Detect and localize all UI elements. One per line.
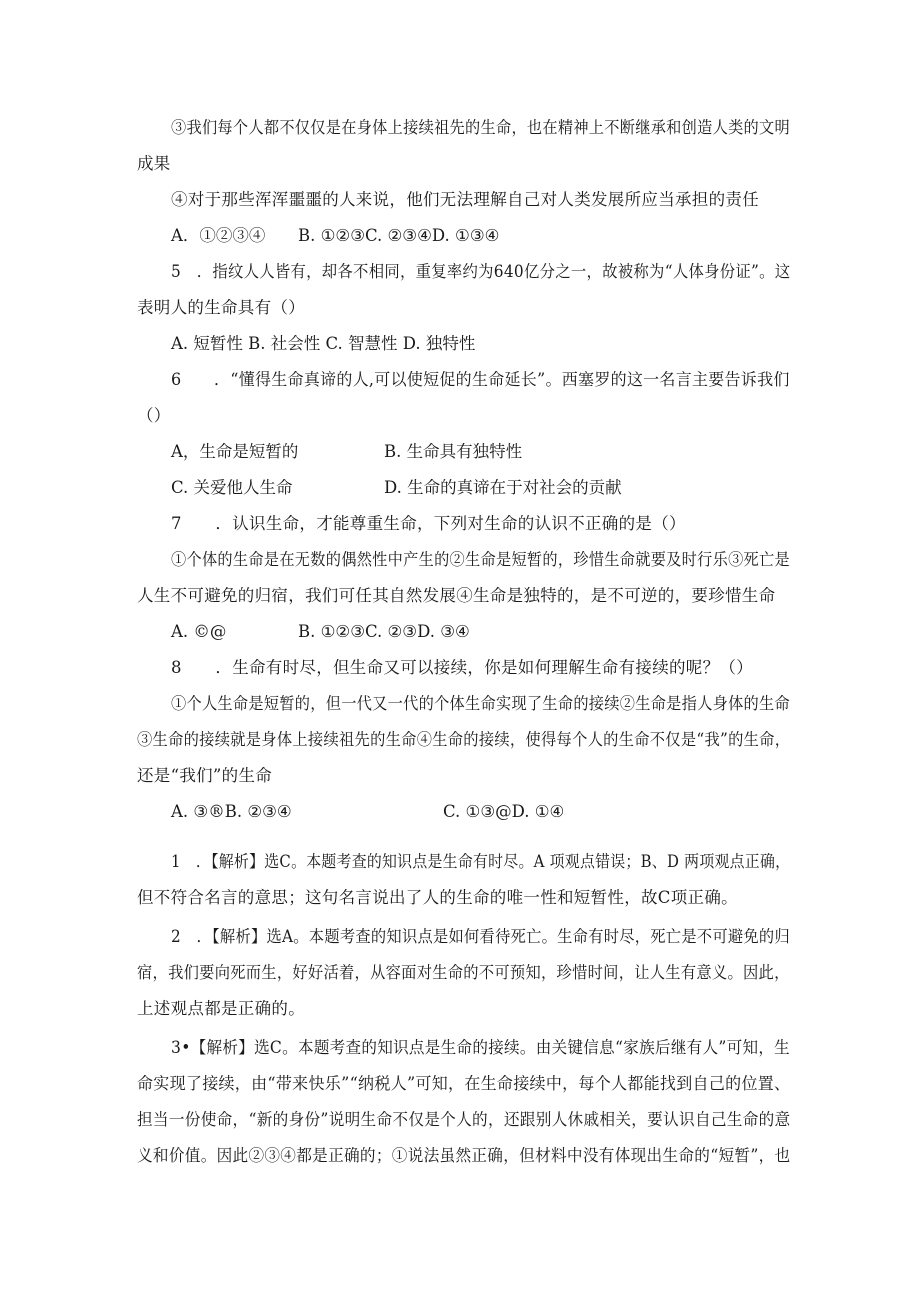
q7-body: ①个体的生命是在无数的偶然性中产生的②生命是短暂的，珍惜生命就要及时行乐③死亡是 [171, 550, 790, 569]
q4-options-bcd: B. ①②③C. ②③④D. ①③④ [298, 226, 500, 245]
q7-option-a: A. ©@ [171, 622, 227, 641]
q7-stem: 7 ．认识生命，才能尊重生命，下列对生命的认识不正确的是（） [171, 514, 686, 533]
q5-stem-cont: 表明人的生命具有（） [137, 298, 305, 317]
q8-options-cd: C. ①③@D. ①④ [443, 802, 565, 821]
q5-options: A. 短暂性 B. 社会性 C. 智慧性 D. 独特性 [171, 334, 476, 353]
q8-stem: 8 ．生命有时尽，但生命又可以接续，你是如何理解生命有接续的呢？（） [171, 658, 753, 677]
q5-stem: 5 ．指纹人人皆有，却各不相同，重复率约为640亿分之一，故被称为“人体身份证”。这 [171, 262, 791, 281]
q4-statement-4: ④对于那些浑浑噩噩的人来说，他们无法理解自己对人类发展所应当承担的责任 [171, 190, 759, 209]
q6-option-a: A，生命是短暂的 [171, 442, 299, 461]
q8-body: ①个人生命是短暂的，但一代又一代的个体生命实现了生命的接续②生命是指人身体的生命 [171, 694, 790, 713]
answer-2-cont-1: 宿，我们要向死而生，好好活着，从容面对生命的不可预知，珍惜时间，让人生有意义。因此， [137, 963, 790, 982]
answer-1: 1 ．【解析】选C。本题考查的知识点是生命有时尽。A 项观点错误；B、D 两项观点正确， [171, 852, 791, 871]
q8-options-ab: A. ③®B. ②③④ [171, 802, 292, 821]
answer-1-cont: 但不符合名言的意思；这句名言说出了人的生命的唯一性和短暂性，故C项正确。 [137, 888, 738, 907]
answer-2: 2 ．【解析】选A。本题考查的知识点是如何看待死亡。生命有时尽，死亡是不可避免的归 [171, 927, 790, 946]
answer-3-cont-3: 义和价值。因此②③④都是正确的；①说法虽然正确，但材料中没有体现出生命的“短暂”，也 [137, 1146, 791, 1165]
q8-body-cont-2: 还是“我们”的生命 [137, 766, 273, 785]
q4-statement-3-cont: 成果 [137, 154, 171, 173]
q7-options-bcd: B. ①②③C. ②③D. ③④ [298, 622, 470, 641]
q4-option-a: A．①②③④ [171, 226, 266, 245]
q6-stem: 6 ．“懂得生命真谛的人,可以使短促的生命延长”。西塞罗的这一名言主要告诉我们 [171, 370, 790, 389]
q6-option-b: B. 生命具有独特性 [384, 442, 523, 461]
q6-option-d: D. 生命的真谛在于对社会的贡献 [384, 478, 622, 497]
q6-option-c: C. 关爱他人生命 [171, 478, 293, 497]
answer-2-cont-2: 上述观点都是正确的。 [137, 999, 305, 1018]
answer-3-cont-2: 担当一份使命，“新的身份”说明生命不仅是个人的，还跟别人休戚相关，要认识自己生命的意 [137, 1110, 791, 1129]
q4-statement-3: ③我们每个人都不仅仅是在身体上接续祖先的生命，也在精神上不断继承和创造人类的文明 [171, 118, 790, 137]
q7-body-cont: 人生不可避免的归宿，我们可任其自然发展④生命是独特的，是不可逆的，要珍惜生命 [137, 586, 776, 605]
answer-3: 3•【解析】选C。本题考查的知识点是生命的接续。由关键信息“家族后继有人”可知，生 [171, 1038, 791, 1057]
answer-3-cont-1: 命实现了接续，由“带来快乐”“纳税人”可知，在生命接续中，每个人都能找到自己的位置、 [137, 1074, 791, 1093]
q8-body-cont-1: ③生命的接续就是身体上接续祖先的生命④生命的接续，使得每个人的生命不仅是“我”的生命， [137, 730, 791, 749]
q6-stem-cont: （） [137, 406, 171, 425]
